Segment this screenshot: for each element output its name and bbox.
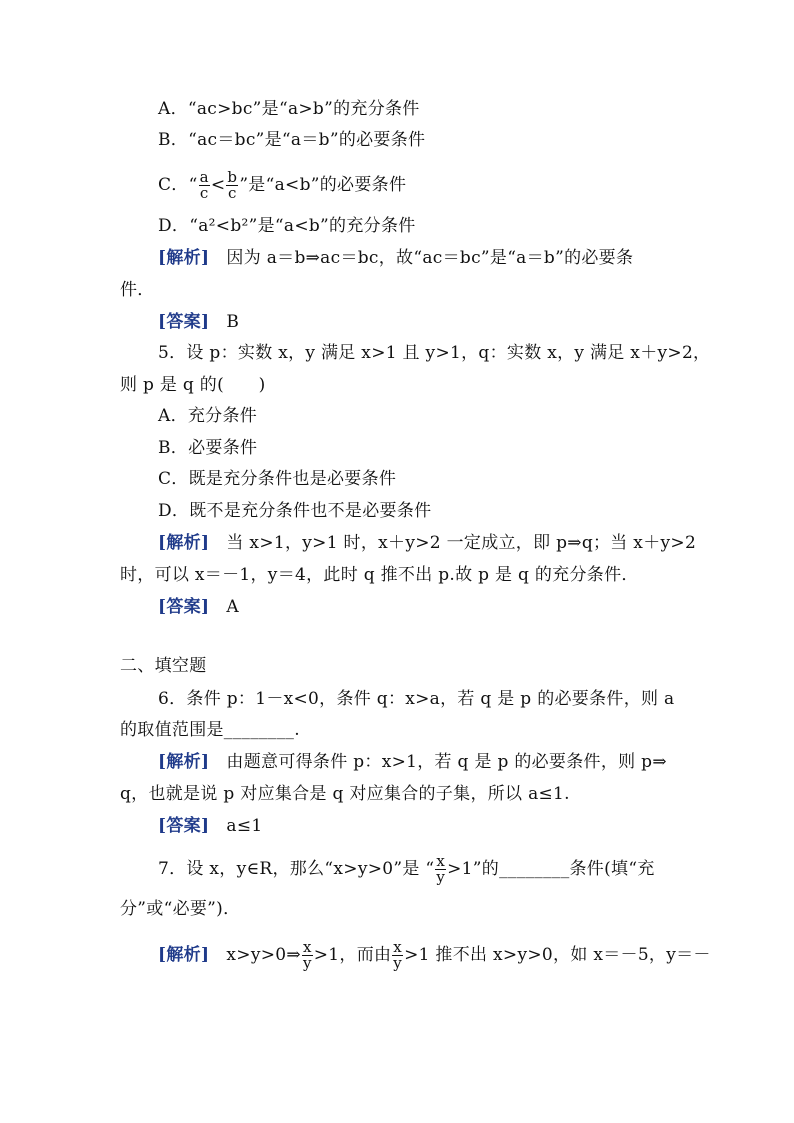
q4-option-c-suffix: ”是“a<b”的必要条件	[239, 175, 407, 195]
answer-tag: [答案]	[158, 312, 210, 332]
q6-solution-text: 由题意可得条件 p：x>1，若 q 是 p 的必要条件，则 p⇒	[226, 752, 667, 772]
fraction-denominator: y	[302, 954, 312, 972]
q7-stem-prefix: 7．设 x，y∈R，那么“x>y>0”是 “	[158, 859, 435, 879]
q4-solution-text: 因为 a＝b⇒ac＝bc，故“ac＝bc”是“a＝b”的必要条	[226, 248, 634, 268]
q4-option-c-fraction-a-over-c	[199, 170, 210, 201]
q7-solution-fraction-1	[302, 940, 313, 971]
solution-tag: [解析]	[158, 752, 210, 772]
q4-option-d: D．“a²<b²”是“a<b”的充分条件	[158, 216, 416, 236]
fraction-numerator: a	[199, 168, 209, 186]
q5-option-a: A．充分条件	[158, 406, 258, 426]
q5-solution-text: 当 x>1，y>1 时，x＋y>2 一定成立，即 p⇒q；当 x＋y>2	[226, 533, 697, 553]
q6-answer-value: a≤1	[226, 816, 263, 836]
q7-stem-suffix: >1”的________条件(填“充	[447, 859, 655, 879]
q4-option-c-fraction-b-over-c	[226, 170, 238, 201]
fraction-denominator: y	[436, 868, 446, 886]
answer-tag: [答案]	[158, 597, 210, 617]
q7-stem-line2: 分”或“必要”)．	[120, 899, 241, 919]
q4-option-c	[158, 170, 406, 201]
fraction-denominator: c	[199, 184, 209, 202]
q4-solution-line1	[158, 247, 633, 269]
solution-tag: [解析]	[158, 248, 210, 268]
q5-answer	[158, 596, 239, 618]
q7-solution-fraction-2	[392, 940, 403, 971]
q6-stem-line2: 的取值范围是________.	[120, 720, 300, 740]
q5-option-b: B．必要条件	[158, 438, 258, 458]
q7-solution-prefix: x>y>0⇒	[226, 945, 301, 965]
q5-solution-line1	[158, 532, 696, 554]
q5-option-d: D．既不是充分条件也不是必要条件	[158, 501, 432, 521]
q6-solution-line2: q，也就是说 p 对应集合是 q 对应集合的子集，所以 a≤1.	[120, 784, 570, 804]
q4-option-a: A．“ac>bc”是“a>b”的充分条件	[158, 99, 420, 119]
fraction-denominator: c	[228, 184, 237, 202]
q5-option-c: C．既是充分条件也是必要条件	[158, 469, 397, 489]
q5-answer-value: A	[226, 597, 239, 617]
fraction-numerator: b	[227, 168, 238, 186]
fraction-numerator: x	[393, 938, 403, 956]
q6-stem-line1: 6．条件 p：1－x<0，条件 q：x>a，若 q 是 p 的必要条件，则 a	[158, 689, 675, 709]
q7-solution-mid: >1，而由	[313, 945, 392, 965]
answer-tag: [答案]	[158, 816, 210, 836]
q4-answer	[158, 311, 239, 333]
q4-solution-line2: 件．	[120, 280, 155, 300]
q7-solution-suffix: >1 推不出 x>y>0，如 x＝－5，y＝－	[404, 945, 711, 965]
q4-option-c-less-than: <	[210, 175, 226, 195]
section-heading: 二、填空题	[120, 656, 207, 676]
q7-fraction-x-over-y	[435, 854, 446, 885]
fraction-numerator: x	[302, 938, 312, 956]
q4-answer-value: B	[226, 312, 240, 332]
fraction-denominator: y	[393, 954, 403, 972]
q5-stem-line2: 则 p 是 q 的( )	[120, 375, 266, 395]
q4-option-b: B．“ac＝bc”是“a＝b”的必要条件	[158, 130, 426, 150]
q7-stem-line1	[158, 854, 655, 885]
solution-tag: [解析]	[158, 533, 210, 553]
solution-tag: [解析]	[158, 945, 210, 965]
q6-answer	[158, 815, 263, 837]
q6-solution-line1	[158, 751, 667, 773]
q4-option-c-prefix: C．“	[158, 175, 198, 195]
fraction-numerator: x	[436, 852, 446, 870]
q5-stem-line1: 5．设 p：实数 x，y 满足 x>1 且 y>1，q：实数 x，y 满足 x＋y>2，	[158, 343, 711, 363]
q5-solution-line2: 时，可以 x＝－1，y＝4，此时 q 推不出 p.故 p 是 q 的充分条件．	[120, 565, 639, 585]
q7-solution-line1	[158, 940, 711, 971]
